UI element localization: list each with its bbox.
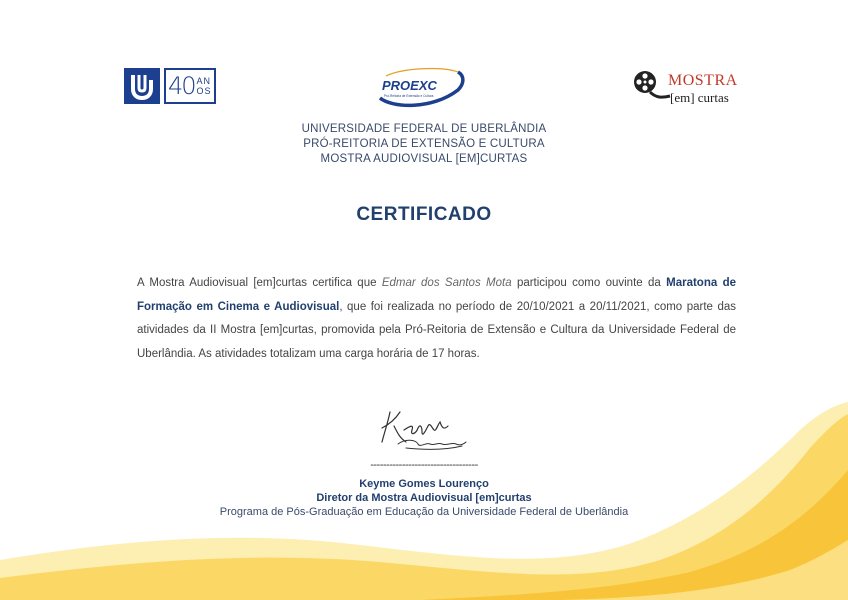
- mostra-subtitle: [em] curtas: [670, 90, 729, 105]
- handwritten-signature: [376, 404, 472, 454]
- signatory-role: Diretor da Mostra Audiovisual [em]curtas: [316, 492, 532, 504]
- body-participation: participou como ouvinte da: [511, 277, 667, 289]
- ufu-anos-line1: AN: [196, 76, 212, 86]
- signature-line: ----------------------------------: [370, 459, 478, 471]
- event-name: Maratona de Formação em Cinema e Audiovisual: [137, 277, 736, 313]
- proexc-tagline: Pró-Reitoria de Extensão e Cultura: [384, 94, 434, 98]
- ufu-40-anos-logo: [124, 68, 216, 104]
- participant-name: Edmar dos Santos Mota: [381, 277, 512, 289]
- certificate-body: [137, 272, 736, 366]
- mostra-emcurtas-logo: [632, 68, 742, 108]
- certificate-title: CERTIFICADO: [356, 204, 492, 225]
- proexc-logo: [372, 64, 468, 112]
- ufu-anos-text: [197, 76, 212, 96]
- ufu-40-number: 40: [168, 72, 195, 100]
- institution-header: [0, 122, 848, 167]
- film-reel-icon: [632, 68, 672, 104]
- ufu-anos-line2: OS: [196, 86, 212, 96]
- header-university: UNIVERSIDADE FEDERAL DE UBERLÂNDIA: [301, 123, 547, 135]
- proexc-wordmark: PROEXC: [382, 78, 437, 93]
- body-intro: A Mostra Audiovisual [em]curtas certifica que: [137, 277, 382, 289]
- header-mostra: MOSTRA AUDIOVISUAL [EM]CURTAS: [320, 153, 528, 165]
- header-pro-reitoria: PRÓ-REITORIA DE EXTENSÃO E CULTURA: [303, 138, 545, 150]
- ufu-mark-icon: [124, 68, 160, 104]
- signatory-name: Keyme Gomes Lourenço: [359, 478, 489, 490]
- body-details: , que foi realizada no período de 20/10/2021 a 20/11/2021, como parte das atividades da II Mostra [em]curtas, promovida pela Pró-Reitoria de Extensão e Cultura da Universidade Federal de Uberlândia. As atividades totalizam uma carga horária de 17 horas.: [137, 300, 736, 360]
- ufu-40-badge: [164, 68, 216, 104]
- mostra-wordmark: MOSTRA: [668, 72, 738, 89]
- signatory-program: Programa de Pós-Graduação em Educação da Universidade Federal de Uberlândia: [219, 506, 629, 518]
